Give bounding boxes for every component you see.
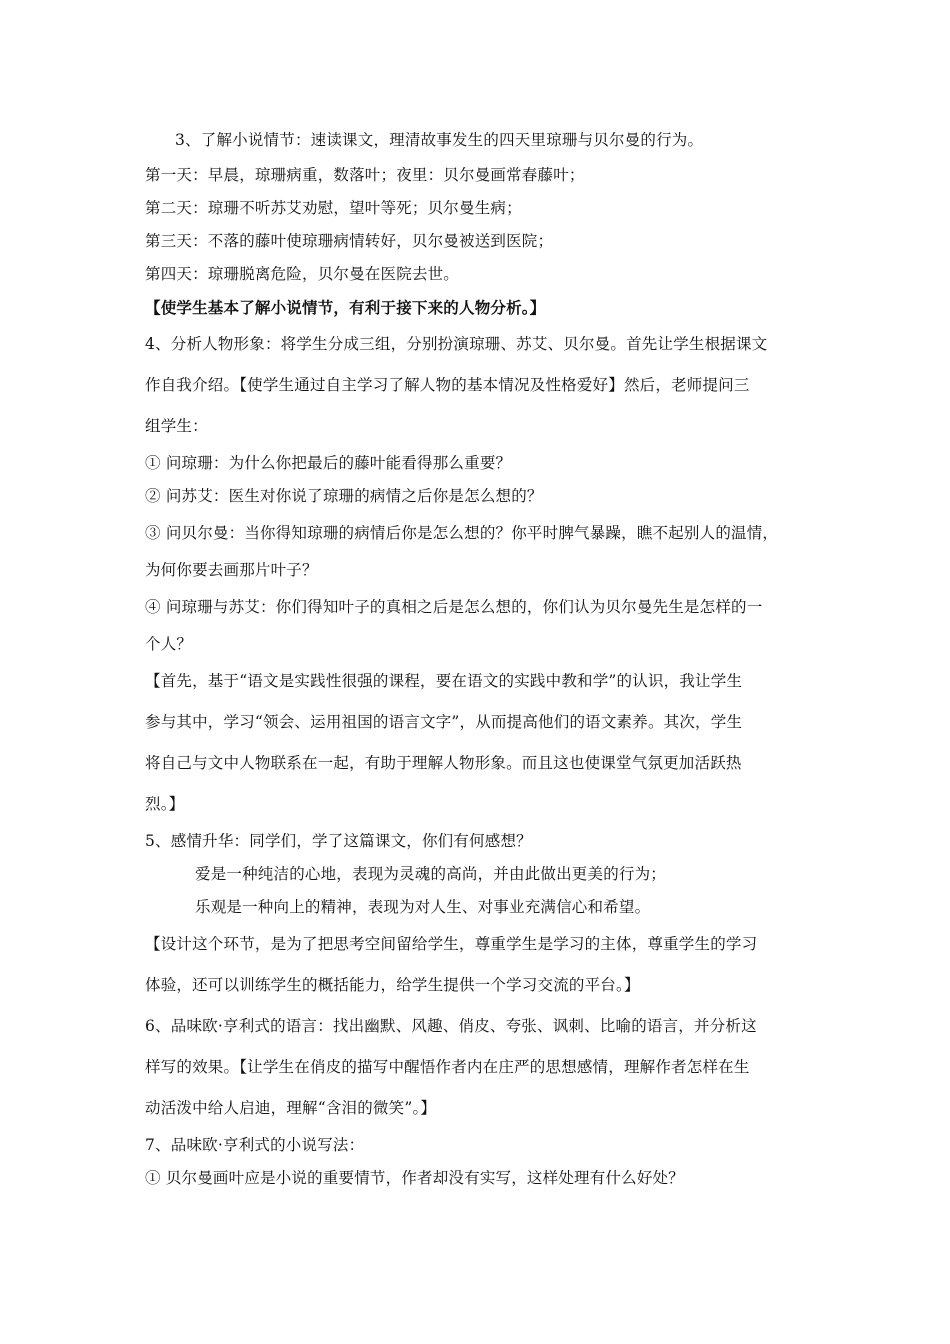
question-4-line-2: 个人？ — [145, 635, 193, 653]
rationale-line-1: 【首先，基于“语文是实践性很强的课程，要在语文的实践中教和学”的认识，我让学生 — [145, 672, 743, 690]
reflection-optimism: 乐观是一种向上的精神，表现为对人生、对事业充满信心和希望。 — [195, 898, 651, 916]
design-note-line-2: 体验，还可以训练学生的概括能力，给学生提供一个学习交流的平台。】 — [145, 976, 640, 994]
rationale-line-4: 烈。】 — [145, 795, 185, 813]
question-4-line-1: ④ 问琼珊与苏艾：你们得知叶子的真相之后是怎么想的，你们认为贝尔曼先生是怎样的一 — [145, 598, 763, 616]
section-7-heading: 7、品味欧·亨利式的小说写法： — [145, 1136, 365, 1154]
section-3-heading: 3、了解小说情节：速读课文，理清故事发生的四天里琼珊与贝尔曼的行为。 — [175, 131, 704, 149]
plot-note: 【使学生基本了解小说情节，有利于接下来的人物分析。】 — [145, 298, 546, 317]
section-4-line-2: 作自我介绍。【使学生通过自主学习了解人物的基本情况及性格爱好】然后，老师提问三 — [145, 376, 750, 394]
question-3-line-2: 为何你要去画那片叶子？ — [145, 561, 318, 579]
section-5-heading: 5、感情升华：同学们，学了这篇课文，你们有何感想？ — [145, 832, 532, 850]
question-3-line-1: ③ 问贝尔曼：当你得知琼珊的病情后你是怎么想的？你平时脾气暴躁，瞧不起别人的温情， — [145, 524, 779, 542]
rationale-line-3: 将自己与文中人物联系在一起，有助于理解人物形象。而且这也使课堂气氛更加活跃热 — [145, 754, 742, 772]
section-6-line-1: 6、品味欧·亨利式的语言：找出幽默、风趣、俏皮、夸张、讽刺、比喻的语言，并分析这 — [145, 1017, 757, 1035]
question-2: ② 问苏艾：医生对你说了琼珊的病情之后你是怎么想的？ — [145, 487, 543, 505]
section-4-line-3: 组学生： — [145, 417, 208, 435]
plot-day-3: 第三天：不落的藤叶使琼珊病情转好，贝尔曼被送到医院； — [145, 232, 554, 250]
section-4-line-1: 4、分析人物形象：将学生分成三组，分别扮演琼珊、苏艾、贝尔曼。首先让学生根据课文 — [145, 335, 768, 353]
reflection-love: 爱是一种纯洁的心地，表现为灵魂的高尚，并由此做出更美的行为； — [195, 865, 667, 883]
document-body — [145, 122, 825, 1195]
plot-day-1: 第一天：早晨，琼珊病重，数落叶；夜里：贝尔曼画常春藤叶； — [145, 166, 585, 184]
plot-day-4: 第四天：琼珊脱离危险，贝尔曼在医院去世。 — [145, 265, 460, 283]
question-1: ① 问琼珊：为什么你把最后的藤叶能看得那么重要？ — [145, 454, 512, 472]
plot-day-2: 第二天：琼珊不听苏艾劝慰，望叶等死；贝尔曼生病； — [145, 199, 522, 217]
section-7-question-1: ① 贝尔曼画叶应是小说的重要情节，作者却没有实写，这样处理有什么好处？ — [145, 1169, 684, 1187]
rationale-line-2: 参与其中，学习“领会、运用祖国的语言文字”，从而提高他们的语文素养。其次，学生 — [145, 713, 743, 731]
section-6-line-3: 动活泼中给人启迪，理解“含泪的微笑”。】 — [145, 1099, 437, 1117]
section-6-line-2: 样写的效果。【让学生在俏皮的描写中醒悟作者内在庄严的思想感情，理解作者怎样在生 — [145, 1058, 750, 1076]
design-note-line-1: 【设计这个环节，是为了把思考空间留给学生，尊重学生是学习的主体，尊重学生的学习 — [145, 935, 758, 953]
